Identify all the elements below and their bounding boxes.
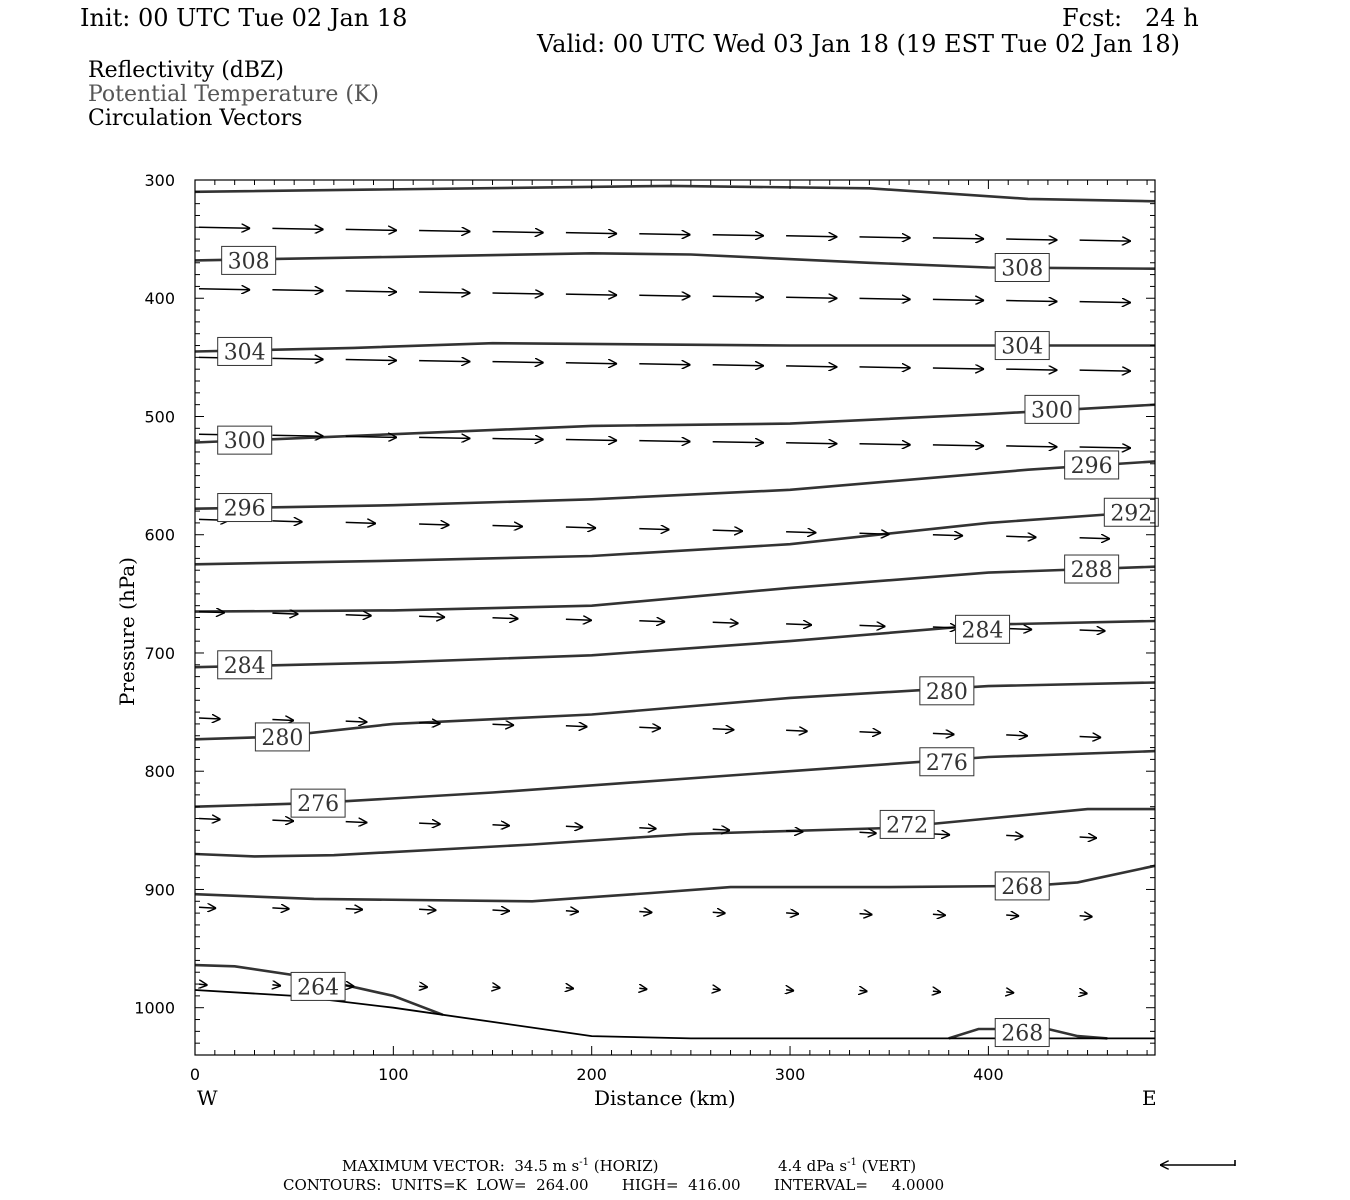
circulation-vector-arrow bbox=[1006, 629, 1032, 630]
circulation-vector-arrow bbox=[1006, 301, 1057, 302]
circulation-vector-arrow bbox=[199, 227, 250, 228]
circulation-vector-arrow bbox=[566, 726, 588, 727]
circulation-vector-arrow bbox=[272, 521, 302, 522]
circulation-vector-arrow bbox=[1080, 630, 1106, 631]
circulation-vector-arrow bbox=[493, 724, 515, 725]
circulation-vector-arrow bbox=[860, 732, 882, 733]
valid-time: Valid: 00 UTC Wed 03 Jan 18 (19 EST Tue 02 Jan 18) bbox=[537, 30, 1181, 58]
circulation-vector-arrow bbox=[639, 988, 647, 989]
circulation-vector-arrow bbox=[566, 826, 583, 827]
circulation-vector-arrow bbox=[860, 367, 911, 368]
circulation-vector-arrow bbox=[1080, 240, 1131, 241]
x-tick-label: 200 bbox=[576, 1065, 607, 1084]
circulation-vector-arrow bbox=[860, 298, 911, 299]
isentrope-label: 304 bbox=[223, 340, 266, 366]
circulation-vector-arrow bbox=[566, 233, 617, 234]
circulation-vector-arrow bbox=[713, 989, 721, 990]
circulation-vector-arrow bbox=[419, 437, 470, 438]
circulation-vector-arrow bbox=[566, 440, 617, 441]
circulation-vector-arrow bbox=[639, 529, 669, 530]
circulation-vector-arrow bbox=[713, 235, 764, 236]
circulation-vector-arrow bbox=[1006, 239, 1057, 240]
contour-info: CONTOURS: UNITS=K LOW= 264.00 HIGH= 416.00 INTERVAL= 4.0000 bbox=[283, 1176, 945, 1194]
isentrope-label: 300 bbox=[223, 429, 266, 455]
circulation-vector-arrow bbox=[199, 907, 216, 908]
circulation-vector-arrow bbox=[346, 986, 355, 987]
init-time: Init: 00 UTC Tue 02 Jan 18 bbox=[80, 4, 408, 32]
circulation-vector-arrow bbox=[493, 526, 523, 527]
circulation-vector-arrow bbox=[493, 618, 519, 619]
max-vector-horiz-exponent: -1 bbox=[579, 1157, 589, 1168]
isentrope-label: 308 bbox=[1001, 256, 1044, 282]
y-tick-label: 1000 bbox=[134, 998, 175, 1018]
circulation-vector-arrow bbox=[713, 296, 764, 297]
circulation-vector-arrow bbox=[199, 984, 208, 985]
y-axis-title: Pressure (hPa) bbox=[115, 557, 139, 706]
circulation-vector-arrow bbox=[639, 912, 652, 913]
circulation-vector-arrow bbox=[493, 293, 544, 294]
circulation-vector-arrow bbox=[419, 986, 428, 987]
circulation-vector-arrow bbox=[493, 232, 544, 233]
circulation-vector-arrow bbox=[1006, 536, 1036, 537]
circulation-vector-arrow bbox=[1080, 538, 1110, 539]
circulation-vector-arrow bbox=[933, 834, 950, 835]
circulation-vector-arrow bbox=[860, 832, 877, 833]
circulation-vector-arrow bbox=[1080, 837, 1097, 838]
isentrope-label: 304 bbox=[1001, 334, 1044, 360]
isentrope-label: 268 bbox=[1001, 1021, 1044, 1047]
circulation-vector-arrow bbox=[346, 822, 368, 823]
circulation-vector-arrow bbox=[419, 723, 441, 724]
circulation-vector-arrow bbox=[933, 991, 941, 992]
isentrope-label: 292 bbox=[1110, 501, 1153, 527]
circulation-vector-arrow bbox=[1006, 915, 1019, 916]
circulation-vector-arrow bbox=[346, 229, 397, 230]
circulation-vector-arrow bbox=[419, 823, 441, 824]
circulation-vector-arrow bbox=[272, 720, 294, 721]
x-tick-label: 400 bbox=[973, 1065, 1004, 1084]
circulation-vector-arrow bbox=[419, 231, 470, 232]
circulation-vector-arrow bbox=[346, 291, 397, 292]
circulation-vector-arrow bbox=[1006, 446, 1057, 447]
isentrope-label: 280 bbox=[261, 725, 304, 751]
circulation-vector-arrow bbox=[933, 368, 984, 369]
circulation-vector-arrow bbox=[786, 913, 799, 914]
y-tick-label: 400 bbox=[144, 289, 175, 309]
max-vector-vert-exponent: -1 bbox=[847, 1157, 857, 1168]
circulation-vector-arrow bbox=[493, 362, 544, 363]
isentrope-label: 288 bbox=[1070, 558, 1113, 584]
circulation-vector-arrow bbox=[199, 718, 221, 719]
circulation-vector-arrow bbox=[933, 914, 946, 915]
circulation-vector-arrow bbox=[639, 364, 690, 365]
isentrope-288-line bbox=[195, 567, 1155, 612]
circulation-vector-arrow bbox=[786, 730, 808, 731]
circulation-vector-arrow bbox=[346, 522, 376, 523]
circulation-vector-arrow bbox=[786, 532, 816, 533]
circulation-vector-arrow bbox=[860, 625, 886, 626]
circulation-vector-arrow bbox=[346, 360, 397, 361]
circulation-vector-arrow bbox=[346, 436, 397, 437]
x-axis-title: Distance (km) bbox=[594, 1086, 736, 1110]
isentrope-292-line bbox=[195, 511, 1155, 564]
circulation-vector-arrow bbox=[272, 228, 323, 229]
circulation-vector-arrow bbox=[1080, 993, 1088, 994]
isentrope-label: 308 bbox=[227, 249, 270, 275]
circulation-vector-arrow bbox=[1006, 735, 1028, 736]
circulation-vector-arrow bbox=[786, 831, 803, 832]
circulation-vector-arrow bbox=[419, 909, 436, 910]
circulation-vector-arrow bbox=[786, 624, 812, 625]
circulation-vector-arrow bbox=[272, 985, 281, 986]
max-vector-horiz-value: MAXIMUM VECTOR: 34.5 m s bbox=[342, 1157, 580, 1175]
circulation-vector-arrow bbox=[639, 621, 665, 622]
isentrope-label: 296 bbox=[1070, 453, 1113, 479]
circulation-vector-arrow bbox=[933, 299, 984, 300]
circulation-vector-arrow bbox=[199, 612, 225, 613]
max-vector-vert-readout bbox=[778, 1157, 916, 1175]
y-tick-label: 700 bbox=[144, 643, 175, 663]
isentrope-296-line bbox=[195, 461, 1155, 508]
isentrope-280-line bbox=[195, 683, 1155, 740]
circulation-vector-arrow bbox=[786, 236, 837, 237]
x-tick-label: 300 bbox=[774, 1065, 806, 1084]
isentrope-label: 284 bbox=[961, 618, 1004, 644]
circulation-vector-arrow bbox=[566, 527, 596, 528]
circulation-vector-arrow bbox=[272, 820, 294, 821]
circulation-vector-arrow bbox=[933, 238, 984, 239]
circulation-vector-arrow bbox=[933, 445, 984, 446]
isentrope-284-line bbox=[195, 621, 1155, 667]
circulation-vector-arrow bbox=[493, 825, 510, 826]
y-tick-label: 800 bbox=[144, 762, 175, 782]
circulation-vector-arrow bbox=[419, 616, 445, 617]
circulation-vector-arrow bbox=[786, 443, 837, 444]
circulation-vector-arrow bbox=[639, 234, 690, 235]
isentrope-label: 276 bbox=[925, 750, 968, 776]
circulation-vector-arrow bbox=[199, 819, 221, 820]
legend-reflectivity: Reflectivity (dBZ) bbox=[88, 58, 284, 83]
circulation-vector-arrow bbox=[566, 619, 592, 620]
circulation-vector-arrow bbox=[493, 910, 510, 911]
circulation-vector-arrow bbox=[272, 290, 323, 291]
circulation-vector-arrow bbox=[419, 361, 470, 362]
circulation-vector-arrow bbox=[713, 622, 739, 623]
isentrope-label: 296 bbox=[223, 496, 266, 522]
circulation-vector-arrow bbox=[933, 535, 963, 536]
circulation-vector-arrow bbox=[639, 295, 690, 296]
circulation-vector-arrow bbox=[713, 829, 730, 830]
circulation-vector-arrow bbox=[713, 530, 743, 531]
circulation-vector-arrow bbox=[419, 524, 449, 525]
circulation-vector-arrow bbox=[272, 908, 289, 909]
max-vector-readout bbox=[342, 1157, 658, 1175]
y-tick-label: 500 bbox=[144, 407, 175, 427]
circulation-vector-arrow bbox=[1006, 835, 1023, 836]
circulation-vector-arrow bbox=[566, 988, 574, 989]
x-tick-label: 0 bbox=[189, 1065, 201, 1084]
circulation-vector-arrow bbox=[493, 439, 544, 440]
y-tick-label: 900 bbox=[144, 880, 175, 900]
isentrope-300-line bbox=[195, 405, 1155, 443]
circulation-vector-arrow bbox=[346, 909, 363, 910]
circulation-vector-arrow bbox=[860, 533, 890, 534]
max-vector-vert-value: 4.4 dPa s bbox=[778, 1157, 848, 1175]
isentrope-label: 264 bbox=[297, 975, 340, 1001]
circulation-vector-arrow bbox=[419, 292, 470, 293]
circulation-vector-arrow bbox=[786, 990, 794, 991]
circulation-vector-arrow bbox=[639, 828, 656, 829]
circulation-vector-arrow bbox=[272, 613, 298, 614]
circulation-vector-arrow bbox=[566, 911, 579, 912]
isentrope-label: 300 bbox=[1030, 398, 1073, 424]
circulation-vector-arrow bbox=[860, 990, 868, 991]
circulation-vector-arrow bbox=[1080, 737, 1102, 738]
legend-circulation-vectors: Circulation Vectors bbox=[88, 106, 303, 131]
circulation-vector-arrow bbox=[566, 363, 617, 364]
circulation-vector-arrow bbox=[272, 435, 323, 436]
circulation-vector-arrow bbox=[639, 727, 661, 728]
max-vector-horiz-unit: (HORIZ) bbox=[588, 1157, 659, 1175]
isentrope-label: 268 bbox=[1001, 874, 1044, 900]
circulation-vector-arrow bbox=[713, 442, 764, 443]
circulation-vector-arrow bbox=[1080, 447, 1131, 448]
circulation-vector-arrow bbox=[1006, 369, 1057, 370]
circulation-vector-arrow bbox=[346, 615, 372, 616]
plot-frame bbox=[195, 180, 1155, 1055]
max-vector-vert-unit: (VERT) bbox=[856, 1157, 917, 1175]
isentrope-label: 276 bbox=[297, 792, 340, 818]
isentrope-label: 284 bbox=[223, 653, 266, 679]
circulation-vector-arrow bbox=[1080, 370, 1131, 371]
circulation-vector-arrow bbox=[1080, 302, 1131, 303]
x-tick-label: 100 bbox=[378, 1065, 409, 1084]
isentrope-312-line bbox=[195, 186, 1155, 201]
circulation-vector-arrow bbox=[786, 297, 837, 298]
circulation-vector-arrow bbox=[933, 733, 955, 734]
circulation-vector-arrow bbox=[713, 912, 726, 913]
circulation-vector-arrow bbox=[933, 627, 959, 628]
forecast-hour: Fcst: 24 h bbox=[1062, 4, 1199, 32]
west-label: W bbox=[197, 1086, 218, 1110]
circulation-vector-arrow bbox=[860, 237, 911, 238]
circulation-vector-arrow bbox=[713, 729, 735, 730]
circulation-vector-arrow bbox=[786, 366, 837, 367]
isentrope-label: 280 bbox=[925, 679, 968, 705]
circulation-vector-arrow bbox=[713, 365, 764, 366]
circulation-vector-arrow bbox=[1006, 992, 1014, 993]
circulation-vector-arrow bbox=[493, 987, 501, 988]
circulation-vector-arrow bbox=[860, 914, 873, 915]
legend-potential-temperature: Potential Temperature (K) bbox=[88, 82, 379, 107]
y-tick-label: 600 bbox=[144, 525, 175, 545]
circulation-vector-arrow bbox=[860, 444, 911, 445]
circulation-vector-arrow bbox=[639, 441, 690, 442]
circulation-vector-arrow bbox=[566, 294, 617, 295]
circulation-vector-arrow bbox=[1080, 916, 1093, 917]
y-tick-label: 300 bbox=[144, 171, 175, 190]
circulation-vector-arrow bbox=[199, 289, 250, 290]
circulation-vector-arrow bbox=[346, 721, 368, 722]
isentrope-label: 272 bbox=[886, 813, 929, 839]
reference-vector bbox=[1160, 1160, 1235, 1166]
circulation-vector-arrow bbox=[272, 358, 323, 359]
east-label: E bbox=[1142, 1086, 1157, 1110]
